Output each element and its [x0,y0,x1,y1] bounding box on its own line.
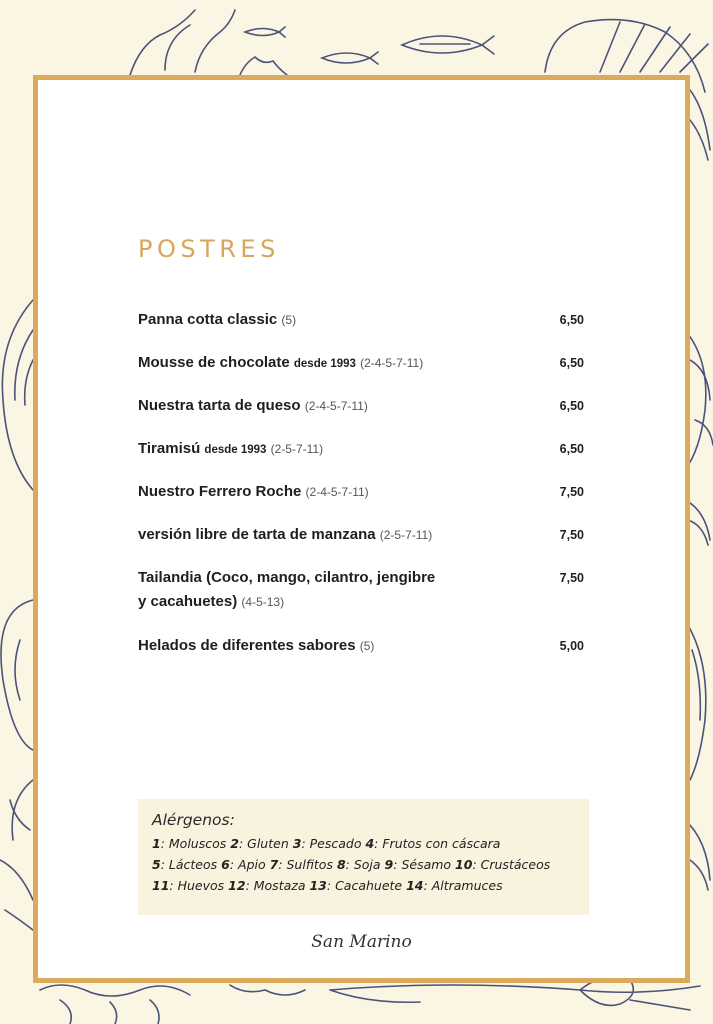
item-price: 6,50 [559,313,584,327]
item-name: Tiramisú desde 1993 (2-5-7-11) [138,440,324,457]
lobster-icon [40,985,190,1024]
item-price: 5,00 [559,639,584,653]
fish-icon [402,36,494,54]
allergen-codes: (2-4-5-7-11) [360,356,424,370]
item-note: desde 1993 [293,358,356,370]
coral-icon [130,10,235,75]
menu-item-tarta-manzana [138,523,584,547]
item-name: Nuestra tarta de queso (2-4-5-7-11) [138,397,368,414]
allergen-codes: (5) [281,313,297,327]
page-title: POSTRES [138,235,280,263]
item-name: Nuestro Ferrero Roche (2-4-5-7-11) [138,483,369,500]
item-price: 7,50 [559,571,584,585]
menu-item-helados [138,634,584,658]
menu-item-tailandia [138,566,584,614]
item-name: Mousse de chocolate desde 1993 (2-4-5-7-11) [138,354,424,371]
fish-icon [245,27,285,37]
allergen-legend-title: Alérgenos: [152,811,235,829]
snail-icon [1,600,33,750]
allergen-codes: (2-4-5-7-11) [305,485,369,499]
item-price: 7,50 [559,528,584,542]
item-name: Helados de diferentes sabores (5) [138,637,375,654]
brand-logo: San Marino [311,932,412,952]
item-price: 6,50 [559,399,584,413]
item-name: Tailandia (Coco, mango, cilantro, jengibre y cacahuetes) (4-5-13) [138,569,436,610]
item-price: 6,50 [559,356,584,370]
menu-item-ferrero [138,480,584,504]
allergen-line: 5: Lácteos 6: Apio 7: Sulfitos 8: Soja 9: Sésamo 10: Crustáceos [152,857,551,872]
item-price: 6,50 [559,442,584,456]
allergen-codes: (5) [359,639,375,653]
allergen-codes: (2-4-5-7-11) [304,399,368,413]
menu-item-mousse [138,351,584,376]
allergen-codes: (2-5-7-11) [270,442,324,456]
allergen-legend [138,799,589,915]
item-name: Panna cotta classic (5) [138,311,297,328]
allergen-codes: (4-5-13) [241,595,285,609]
allergen-line: 1: Moluscos 2: Gluten 3: Pescado 4: Frutos con cáscara [152,836,501,851]
menu-item-tarta-queso [138,394,584,418]
item-name: versión libre de tarta de manzana (2-5-7-11) [138,526,433,543]
allergen-line: 11: Huevos 12: Mostaza 13: Cacahuete 14: Altramuces [152,878,503,893]
menu-card [33,75,690,983]
shell-icon [2,300,33,490]
item-price: 7,50 [559,485,584,499]
menu-item-tiramisu [138,437,584,462]
fish-icon [322,52,378,64]
allergen-codes: (2-5-7-11) [379,528,433,542]
item-note: desde 1993 [204,444,267,456]
menu-item-panna-cotta [138,308,584,332]
